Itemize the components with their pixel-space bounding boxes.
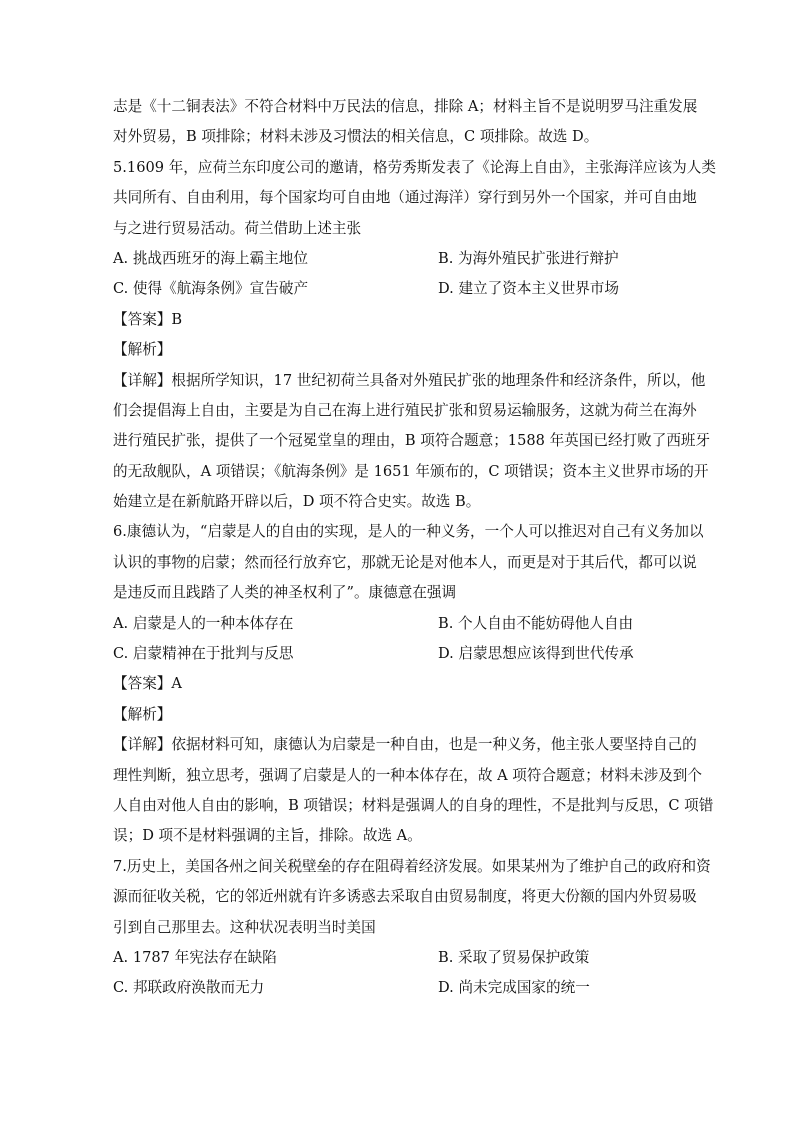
q6-detail-line-4: 误；D 项不是材料强调的主旨，排除。故选 A。: [113, 827, 422, 845]
q5-option-c: C. 使得《航海条例》宣告破产: [113, 280, 309, 298]
q7-options-row-1: [113, 943, 685, 973]
q6-detail-line-3: 人自由对他人自由的影响，B 项错误；材料是强调人的自身的理性，不是批判与反思，C 项错: [113, 796, 714, 814]
q7-stem-line-2: 源而征收关税，它的邻近州就有许多诱惑去采取自由贸易制度，将更大份额的国内外贸易吸: [113, 888, 697, 906]
q6-option-b: B. 个人自由不能妨碍他人自由: [438, 614, 634, 632]
q5-detail-line-4: 的无敌舰队，A 项错误；《航海条例》是 1651 年颁布的，C 项错误；资本主义世界市场的开: [113, 462, 709, 480]
q7-option-d: D. 尚未完成国家的统一: [438, 979, 590, 997]
q5-detail-line-5: 始建立是在新航路开辟以后，D 项不符合史实。故选 B。: [113, 493, 481, 511]
q5-option-d: D. 建立了资本主义世界市场: [438, 280, 619, 298]
page-body: [113, 92, 716, 1004]
q6-options-row-1: [113, 609, 685, 639]
q7-option-a: A. 1787 年宪法存在缺陷: [113, 948, 277, 966]
q5-options-row-1: [113, 244, 685, 274]
q5-detail-line-2: 们会提倡海上自由，主要是为自己在海上进行殖民扩张和贸易运输服务，这就为荷兰在海外: [113, 401, 697, 419]
q5-options-row-2: [113, 274, 685, 304]
q5-stem-line-1: 5.1609 年，应荷兰东印度公司的邀请，格劳秀斯发表了《论海上自由》，主张海洋应该为人类: [113, 158, 716, 176]
q6-answer: 【答案】A: [113, 675, 182, 693]
q6-stem-line-2: 认识的事物的启蒙；然而径行放弃它，那就无论是对他本人，而更是对于其后代，都可以说: [113, 553, 697, 571]
q5-detail-line-3: 进行殖民扩张，提供了一个冠冕堂皇的理由，B 项符合题意；1588 年英国已经打败了西班牙: [113, 432, 711, 450]
q7-stem-line-1: 7.历史上，美国各州之间关税壁垒的存在阻碍着经济发展。如果某州为了维护自己的政府和资: [113, 857, 711, 875]
q6-options-row-2: [113, 639, 685, 669]
q5-stem-line-3: 与之进行贸易活动。荷兰借助上述主张: [113, 219, 362, 237]
q5-option-b: B. 为海外殖民扩张进行辩护: [438, 249, 619, 267]
q5-answer: 【答案】B: [113, 310, 183, 328]
q5-stem-line-2: 共同所有、自由利用，每个国家均可自由地（通过海洋）穿行到另外一个国家，并可自由地: [113, 189, 697, 207]
prev-explanation-line-1: 志是《十二铜表法》不符合材料中万民法的信息，排除 A；材料主旨不是说明罗马注重发展: [113, 98, 698, 115]
q7-stem-line-3: 引到自己那里去。这种状况表明当时美国: [113, 918, 376, 936]
q7-option-c: C. 邦联政府涣散而无力: [113, 979, 265, 997]
q6-detail-line-1: 【详解】依据材料可知，康德认为启蒙是一种自由，也是一种义务，他主张人要坚持自己的: [113, 736, 697, 754]
q7-option-b: B. 采取了贸易保护政策: [438, 948, 590, 966]
q5-analysis-heading: 【解析】: [113, 341, 172, 359]
q6-stem-line-1: 6.康德认为，“启蒙是人的自由的实现，是人的一种义务，一个人可以推迟对自己有义务加以: [113, 523, 704, 541]
q6-detail-line-2: 理性判断，独立思考，强调了启蒙是人的一种本体存在，故 A 项符合题意；材料未涉及到个: [113, 766, 702, 784]
q6-stem-line-3: 是违反而且践踏了人类的神圣权利了”。康德意在强调: [113, 584, 457, 602]
q6-option-d: D. 启蒙思想应该得到世代传承: [438, 645, 634, 663]
q6-option-a: A. 启蒙是人的一种本体存在: [113, 614, 294, 632]
q5-detail-line-1: 【详解】根据所学知识，17 世纪初荷兰具备对外殖民扩张的地理条件和经济条件，所以，他: [113, 371, 706, 389]
q5-option-a: A. 挑战西班牙的海上霸主地位: [113, 249, 308, 267]
q6-option-c: C. 启蒙精神在于批判与反思: [113, 645, 294, 663]
q7-options-row-2: [113, 973, 685, 1003]
q6-analysis-heading: 【解析】: [113, 705, 172, 723]
prev-explanation-line-2: 对外贸易，B 项排除；材料未涉及习惯法的相关信息，C 项排除。故选 D。: [113, 128, 599, 146]
